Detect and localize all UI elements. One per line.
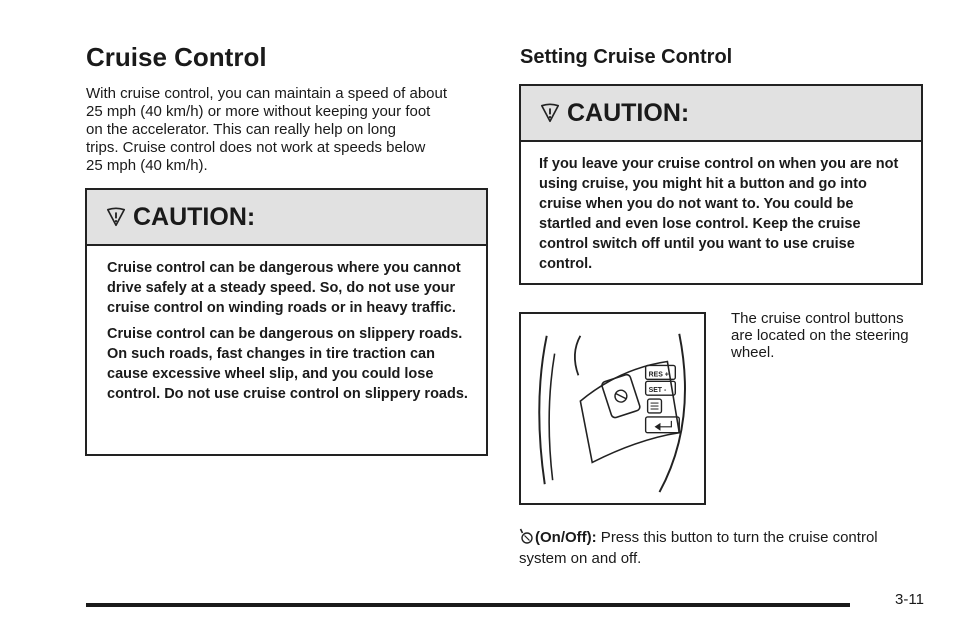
page-title: Cruise Control (86, 42, 267, 72)
onoff-description (519, 527, 929, 569)
caution-icon (105, 206, 127, 228)
caution-paragraph: If you leave your cruise control on when you are not using cruise, you might hit a button and go into cruise when you do not want to. You could be startled and even lose control. Keep the cruise control switch off until you want to use cruise control. (539, 156, 899, 272)
footer-rule (86, 603, 850, 607)
caution-header (521, 86, 921, 142)
section-heading: Setting Cruise Control (520, 46, 733, 68)
caution-box-right (519, 84, 923, 285)
caution-icon (539, 102, 561, 124)
caution-box-left (85, 188, 488, 456)
caution-body (87, 246, 486, 404)
caution-paragraph: Cruise control can be dangerous where you cannot drive safely at a steady speed. So, do not use your cruise control on winding roads or in heavy traffic. (107, 260, 461, 316)
page-number: 3-11 (895, 591, 924, 608)
caution-body (521, 142, 921, 274)
figure-caption: The cruise control buttons are located on the steering wheel. (731, 310, 909, 361)
onoff-label: (On/Off): (535, 529, 597, 546)
caution-title: CAUTION: (133, 202, 256, 231)
steering-wheel-figure (519, 312, 706, 505)
res-button-label: RES + (648, 371, 669, 379)
set-button-label: SET - (648, 387, 667, 395)
caution-header (87, 190, 486, 246)
steering-wheel-cruise-buttons-illustration (521, 314, 704, 503)
caution-title: CAUTION: (567, 98, 690, 127)
caution-paragraph: Cruise control can be dangerous on slippery roads. On such roads, fast changes in tire traction can cause excessive wheel slip, and you could lose control. Do not use cruise control on slippery roads. (107, 326, 468, 402)
onoff-text: Press this button to turn the cruise control system on and off. (519, 529, 878, 567)
intro-paragraph: With cruise control, you can maintain a speed of about 25 mph (40 km/h) or more without keeping your foot on the accelerator. This can really help on long trips. Cruise control does not work at speeds below 25 mph (40 km/h). (86, 85, 448, 174)
cruise-onoff-icon (519, 528, 533, 544)
